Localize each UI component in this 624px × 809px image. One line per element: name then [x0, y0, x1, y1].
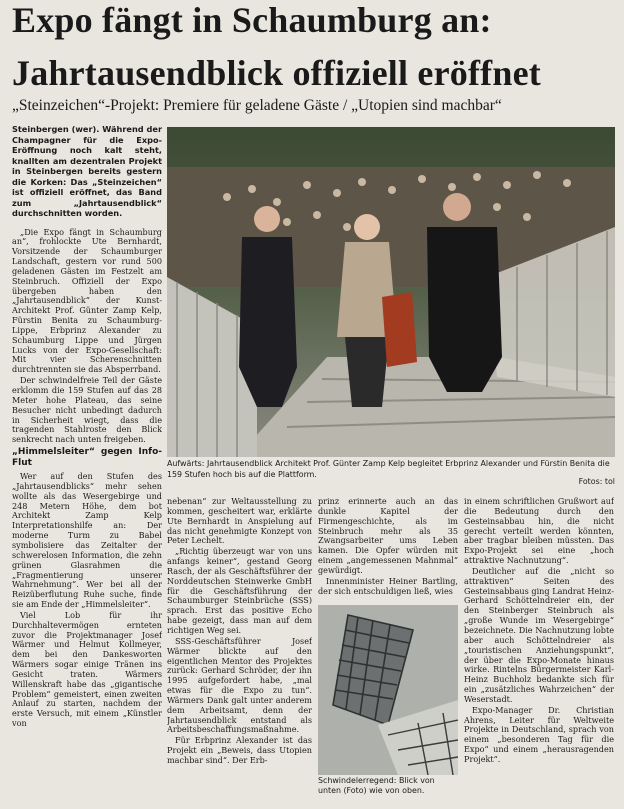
paragraph: SSS-Geschäftsführer Josef Wärmer blickte auf den eigentlichen Mentor des Projektes zurück: Gerhard Schröder, der ihn 1995 aufgefordert habe, „mal etwas für die Expo zu tun“. Wärmers Dank galt unter anderem dem Arbeitsamt, denn der Jahrtausendblick entstand als Arbeitsbeschaffungsmaßnahme. — [167, 635, 312, 735]
paragraph: Der schwindelfreie Teil der Gäste erklomm die 159 Stufen auf das 28 Meter hohe Plateau, das seine Besucher nicht unbedingt dadurch in Sicherheit wiegt, dass die tragenden Stahlroste den Blick senkrecht nach unten freigeben. — [12, 375, 162, 445]
photo-credit: Fotos: tol — [578, 476, 615, 486]
main-photo — [167, 127, 615, 457]
paragraph: Für Erbprinz Alexander ist das Projekt ein „Beweis, dass Utopien machbar sind“. Der Erb- — [167, 735, 312, 765]
paragraph: Innenminister Heiner Bartling, der sich entschuldigen ließ, wies — [318, 575, 458, 596]
tower-photo — [318, 605, 458, 775]
column-3 — [318, 497, 458, 601]
headline-line-1: Expo fängt in Schaumburg an: — [12, 0, 492, 40]
section-subheading: „Himmelsleiter“ gegen Info-Flut — [12, 447, 162, 468]
paragraph: Expo-Manager Dr. Christian Ahrens, Leiter für Weltweite Projekte in Deutschland, sprach von einem „besonderen Tag für die Expo“ und einem „herausragenden Projekt“. — [464, 704, 614, 764]
paragraph: Viel Lob für ihr Durchhaltevermögen ernteten zuvor die Projektmanager Josef Wärmer und Helmut Kollmeyer, dem bei den Dankesworten Wärmers sogar einige Tränen ins Gesicht traten. Wärmers Willenskraft habe das „gigantische Problem“ gemeistert, einen zweiten Anlauf zu starten, nachdem der erste Versuch, mit einem „Künstler von — [12, 609, 162, 729]
tower-photo-caption: Schwindelerregend: Blick von unten (Foto) wie von oben. — [318, 776, 435, 795]
lead-paragraph: Steinbergen (wer). Während der Champagner für die Expo-Eröffnung noch kalt steht, knallten am dezentralen Projekt in Steinbergen bereits gestern die Korken: Das „Steinzeichen“ ist offiziell eröffnet, das Band zum „Jahrtausendblick“ durchschnitten worden. — [12, 124, 162, 218]
paragraph: „Richtig überzeugt war von uns anfangs keiner“, gestand Georg Rasch, der als Geschäftsführer der Norddeutschen Steinwerke GmbH für die Geschäftsführung der Schaumburger Steinbrüche (SSS) sprach. Erst das positive Echo habe gezeigt, dass man auf dem richtigen Weg sei. — [167, 546, 312, 635]
caption-text: Aufwärts: Jahrtausendblick Architekt Prof. Günter Zamp Kelp begleitet Erbprinz Alexander und Fürstin Benita die 159 Stufen hoch bis auf die Plattform. — [167, 459, 610, 479]
main-photo-image — [167, 127, 615, 457]
paragraph: prinz erinnerte auch an das dunkle Kapitel der Firmengeschichte, als im Steinbruch mehr als 35 Zwangsarbeiter ums Leben kamen. Die Opfer würden mit einem „angemessenen Mahnmal“ gewürdigt. — [318, 497, 458, 575]
paragraph: nebenan“ zur Weltausstellung zu kommen, gescheitert war, erklärte Ute Bernhardt in Anspielung auf das nicht genehmigte Konzept von Peter Lechelt. — [167, 497, 312, 546]
column-1 — [12, 124, 162, 804]
paragraph: Wer auf den Stufen des „Jahrtausendblicks“ mehr sehen wollte als das Wesergebirge und 248 Metern Höhe, dem bot Architekt Zamp Kelp Interpretationshilfe an: Der moderne Turm zu Babel symbolisiere das Zeitalter der schwerelosen Information, die zehn grünen Glasrahmen die „Fragmentierung unserer Wahrnehmung“. Wer bei all der Reizüberflutung Ruhe suche, finde sie am Ende der „Himmelsleiter“. — [12, 471, 162, 610]
headline-line-2: Jahrtausendblick offiziell eröffnet — [12, 53, 541, 93]
column-2 — [167, 497, 312, 805]
column-4 — [464, 497, 614, 805]
tower-photo-image — [318, 605, 458, 775]
paragraph: Deutlicher auf die „nicht so attraktiven“ Seiten des Gesteinsabbaus ging Landrat Heinz-Gerhard Schöttelndreier ein, der den Steinberger Steinbruch als „große Wunde im Wesergebirge“ bezeichnete. Die Nachnutzung lobte aber auch Schöttelndreier als „touristischen Anziehungspunkt“, der über die Expo-Monate hinaus wirke. Rintelns Bürgermeister Karl-Heinz Buchholz bedankte sich für ein „zusätzliches Wahrzeichen“ der Weserstadt. — [464, 565, 614, 704]
paragraph: „Die Expo fängt in Schaumburg an“, frohlockte Ute Bernhardt, Vorsitzende der Schaumburger Landschaft, gestern vor rund 500 geladenen Gästen im Festzelt am Steinbruch. Offiziell der Expo übergeben haben den „Jahrtausendblick“ der Kunst-Architekt Prof. Günter Zamp Kelp, Fürstin Benita zu Schaumburg-Lippe, Erbprinz Alexander zu Schaumburg Lippe und Jürgen Lucks von der Expo-Gesellschaft: Mit vier Scherenschnitten durchtrennten sie das Absperrband. — [12, 226, 162, 375]
paragraph: in einem schriftlichen Grußwort auf die Bedeutung durch den Gesteinsabbau hin, die nicht gerecht verteilt werden könnten, aber tragbar bleiben müssten. Das Expo-Projekt sei eine „hoch attraktive Nachnutzung“. — [464, 497, 614, 566]
main-photo-caption — [167, 459, 615, 487]
subheadline: „Steinzeichen“-Projekt: Premiere für geladene Gäste / „Utopien sind machbar“ — [12, 97, 502, 114]
headline — [12, 2, 618, 91]
